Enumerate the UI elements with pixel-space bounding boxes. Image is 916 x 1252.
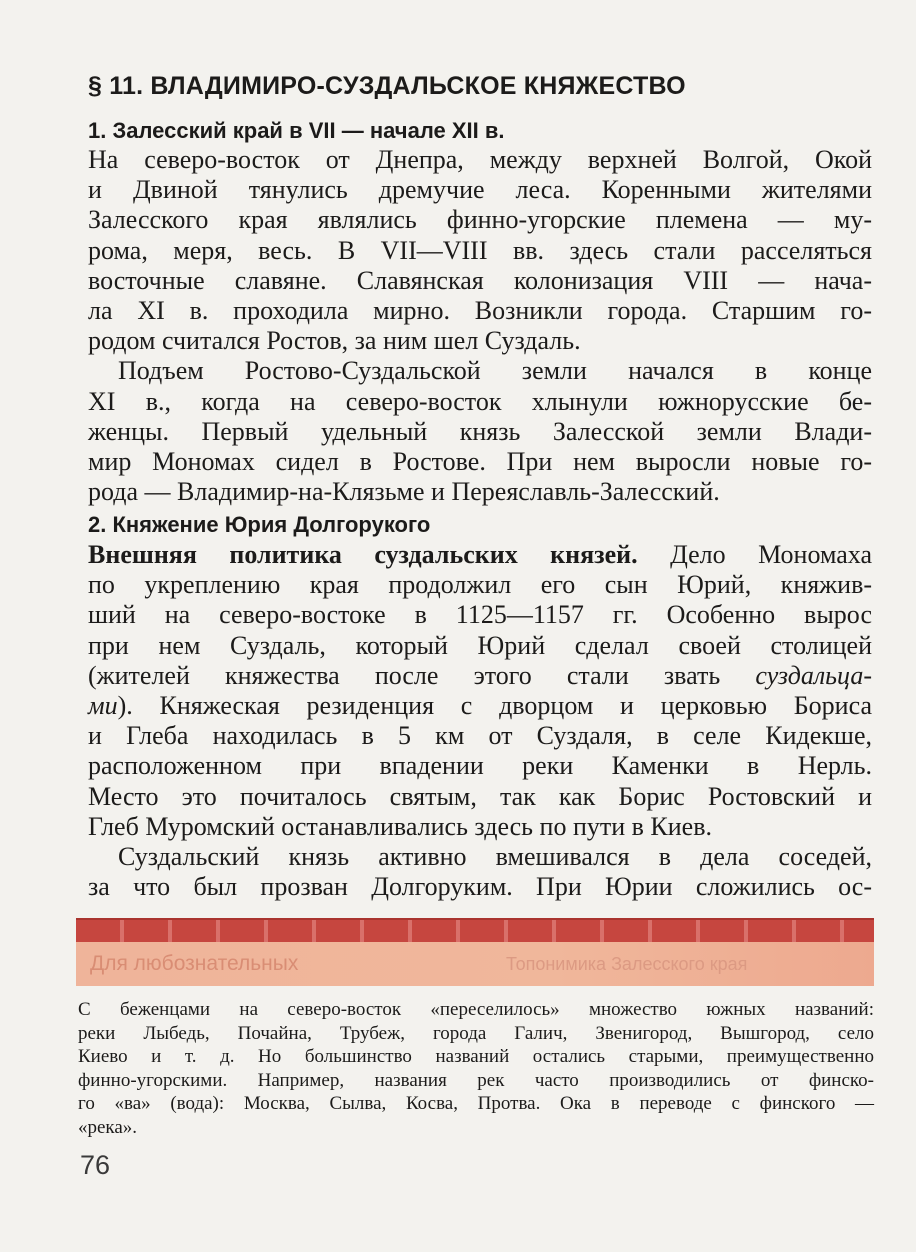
- text-line: На северо-восток от Днепра, между верхней Волгой, Окой: [88, 145, 872, 174]
- note-line: Киево и т. д. Но большинство названий остались старыми, преимущественно: [78, 1046, 874, 1068]
- text-line: Суздальский князь активно вмешивался в дела соседей,: [118, 841, 872, 871]
- text-fragment: Дело Мономаха: [637, 540, 872, 569]
- sidebar-banner: [76, 918, 874, 986]
- page-number: 76: [80, 1150, 111, 1180]
- sidebar-text: [78, 998, 874, 1140]
- text-line: мир Мономах сидел в Ростове. При нем выросли новые го-: [88, 446, 872, 476]
- text-line: Залесского края являлись финно-угорские племена — му-: [88, 205, 872, 235]
- text-line: Подъем Ростово-Суздальской земли начался в конце: [118, 356, 872, 386]
- section-title-1: 1. Залесский край в VII — начале XII в.: [88, 118, 505, 143]
- text-line: XI в., когда на северо-восток хлынули южнорусские бе-: [88, 386, 872, 416]
- text-line: женцы. Первый удельный князь Залесской земли Влади-: [88, 416, 872, 446]
- text-line: рома, меря, весь. В VII—VIII вв. здесь стали расселяться: [88, 235, 872, 265]
- section-1-text: [88, 145, 872, 507]
- text-line: расположенном при впадении реки Каменки в Нерль.: [88, 751, 872, 781]
- text-line: по укреплению края продолжил его сын Юрий, княжив-: [88, 570, 872, 600]
- italic-term: ми: [88, 690, 118, 720]
- note-line: го «ва» (вода): Москва, Сылва, Косва, Протва. Ока в переводе с финского —: [78, 1093, 874, 1115]
- text-line: [88, 540, 872, 570]
- note-line: финно-угорскими. Например, названия рек часто производились от финско-: [78, 1069, 874, 1091]
- banner-band: [76, 942, 874, 986]
- text-line: рода — Владимир-на-Клязьме и Переяславль-Залесский.: [88, 477, 720, 507]
- text-fragment: ). Княжеская резиденция с дворцом и церковью Бориса: [117, 690, 872, 720]
- text-line: и Глеба находилась в 5 км от Суздаля, в селе Кидекше,: [88, 721, 872, 751]
- text-line: Глеб Муромский останавливались здесь по пути в Киев.: [88, 811, 712, 841]
- text-line: Место это почиталось святым, так как Борис Ростовский и: [88, 781, 872, 811]
- note-line: «река».: [78, 1116, 138, 1138]
- italic-term: суздальца-: [755, 660, 872, 690]
- text-line: [88, 661, 872, 691]
- bold-lead: Внешняя политика суздальских князей.: [88, 540, 638, 569]
- text-line: родом считался Ростов, за ним шел Суздаль.: [88, 326, 581, 356]
- text-line: [88, 691, 872, 721]
- text-fragment: (жителей княжества после этого стали звать: [88, 660, 721, 690]
- text-line: восточные славяне. Славянская колонизация VIII — нача-: [88, 265, 872, 295]
- text-line: и Двиной тянулись дремучие леса. Коренными жителями: [88, 175, 872, 205]
- section-2-text: [88, 540, 872, 902]
- text-line: ла XI в. проходила мирно. Возникли города. Старшим го-: [88, 295, 872, 325]
- note-line: реки Лыбедь, Почайна, Трубеж, города Галич, Звенигород, Вышгород, село: [78, 1022, 874, 1044]
- text-line: ший на северо-востоке в 1125—1157 гг. Особенно вырос: [88, 600, 872, 630]
- note-line: С беженцами на северо-восток «переселилось» множество южных названий:: [78, 999, 874, 1020]
- chapter-title: § 11. ВЛАДИМИРО-СУЗДАЛЬСКОЕ КНЯЖЕСТВО: [88, 72, 686, 100]
- section-title-2: 2. Княжение Юрия Долгорукого: [88, 512, 431, 537]
- text-line: за что был прозван Долгоруким. При Юрии сложились ос-: [88, 872, 872, 902]
- decorative-stripe: [76, 918, 874, 944]
- sidebar-subtitle: Топонимика Залесского края: [506, 954, 748, 974]
- sidebar-title: Для любознательных: [90, 952, 299, 975]
- text-line: при нем Суздаль, который Юрий сделал своей столицей: [88, 630, 872, 660]
